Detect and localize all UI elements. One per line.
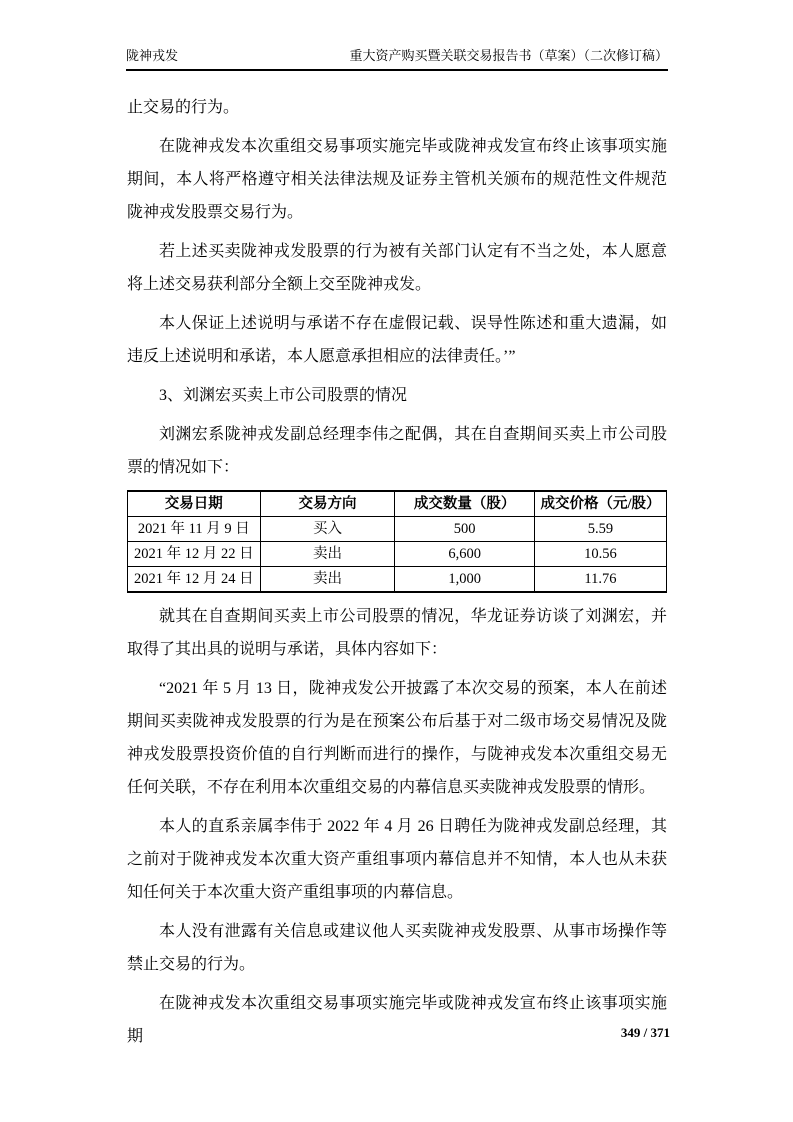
cell-trade-date: 2021 年 12 月 24 日 [128,567,261,593]
cell-trade-date: 2021 年 12 月 22 日 [128,542,261,567]
paragraph: 本人的直系亲属李伟于 2022 年 4 月 26 日聘任为陇神戎发副总经理，其之前对于陇神戎发本次重大资产重组事项内幕信息并不知情，本人也从未获知任何关于本次重大资产重组事项的内幕信息。 [127,818,667,901]
paragraph: 本人保证上述说明与承诺不存在虚假记载、误导性陈述和重大遗漏，如违反上述说明和承诺，本人愿意承担相应的法律责任。’” [127,315,667,365]
table-row [128,517,667,542]
header-company-name: 陇神戎发 [126,48,179,63]
table-row [128,567,667,593]
cell-price: 11.76 [534,567,666,593]
paragraph: 若上述买卖陇神戎发股票的行为被有关部门认定有不当之处，本人愿意将上述交易获利部分全额上交至陇神戎发。 [127,243,667,293]
paragraph: “2021 年 5 月 13 日，陇神戎发公开披露了本次交易的预案，本人在前述期间买卖陇神戎发股票的行为是在预案公布后基于对二级市场交易情况及陇神戎发股票投资价值的自行判断而进行的操作，与陇神戎发本次重组交易无任何关联，不存在利用本次重组交易的内幕信息买卖陇神戎发股票的情形。 [127,680,667,796]
document-body [127,91,667,1053]
paragraph-continued: 止交易的行为。 [127,99,240,116]
cell-price: 10.56 [534,542,666,567]
header-report-title: 重大资产购买暨关联交易报告书（草案）（二次修订稿） [349,48,668,63]
table-header-price: 成交价格（元/股） [534,491,666,517]
cell-trade-direction: 卖出 [260,542,395,567]
stock-trade-table [127,490,667,593]
cell-volume: 1,000 [395,567,535,593]
cell-volume: 500 [395,517,535,542]
cell-trade-direction: 买入 [260,517,395,542]
page-header [126,48,668,71]
section-heading: 3、刘渊宏买卖上市公司股票的情况 [159,387,408,404]
paragraph: 在陇神戎发本次重组交易事项实施完毕或陇神戎发宣布终止该事项实施期间，本人将严格遵守相关法律法规及证券主管机关颁布的规范性文件规范陇神戎发股票交易行为。 [127,138,667,221]
table-header-trade-date: 交易日期 [128,491,261,517]
table-header-volume: 成交数量（股） [395,491,535,517]
cell-volume: 6,600 [395,542,535,567]
cell-price: 5.59 [534,517,666,542]
cell-trade-direction: 卖出 [260,567,395,593]
table-header-trade-direction: 交易方向 [260,491,395,517]
paragraph: 本人没有泄露有关信息或建议他人买卖陇神戎发股票、从事市场操作等禁止交易的行为。 [127,923,667,973]
paragraph-cut-at-page-end: 在陇神戎发本次重组交易事项实施完毕或陇神戎发宣布终止该事项实施期 [127,995,667,1045]
table-row [128,542,667,567]
cell-trade-date: 2021 年 11 月 9 日 [128,517,261,542]
paragraph: 就其在自查期间买卖上市公司股票的情况，华龙证券访谈了刘渊宏，并取得了其出具的说明与承诺，具体内容如下： [127,608,667,658]
paragraph: 刘渊宏系陇神戎发副总经理李伟之配偶，其在自查期间买卖上市公司股票的情况如下： [127,426,667,476]
table-header-row [128,491,667,517]
page-number: 349 / 371 [620,1025,670,1040]
